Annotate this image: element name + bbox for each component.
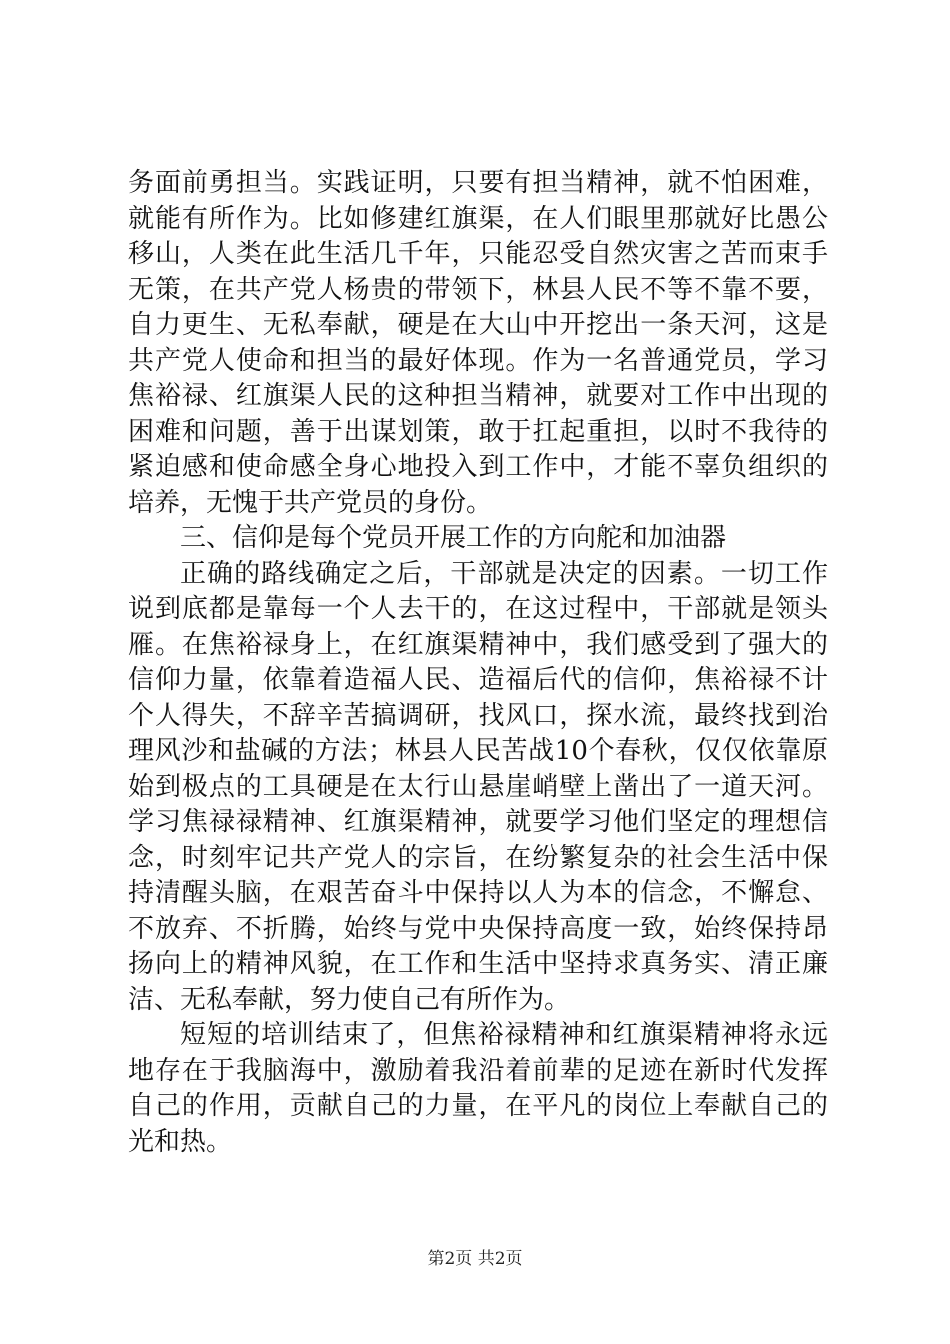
paragraph-belief: 正确的路线确定之后，干部就是决定的因素。一切工作说到底都是靠每一个人去干的，在这过程中，干部就是领头雁。在焦裕禄身上，在红旗渠精神中，我们感受到了强大的信仰力量，依靠着造福人民、造福后代的信仰，焦裕禄不计个人得失，不辞辛苦搞调研，找风口，探水流，最终找到治理风沙和盐碱的方法；林县人民苦战10个春秋，仅仅依靠原始到极点的工具硬是在太行山悬崖峭壁上凿出了一道天河。学习焦禄禄精神、红旗渠精神，就要学习他们坚定的理想信念，时刻牢记共产党人的宗旨，在纷繁复杂的社会生活中保持清醒头脑，在艰苦奋斗中保持以人为本的信念，不懈怠、不放弃、不折腾，始终与党中央保持高度一致，始终保持昂扬向上的精神风貌，在工作和生活中坚持求真务实、清正廉洁、无私奉献，努力使自己有所作为。 xyxy=(128,558,828,1015)
paragraph-conclusion: 短短的培训结束了，但焦裕禄精神和红旗渠精神将永远地存在于我脑海中，激励着我沿着前辈的足迹在新时代发挥自己的作用，贡献自己的力量，在平凡的岗位上奉献自己的光和热。 xyxy=(128,1020,828,1157)
paragraph-continuation: 务面前勇担当。实践证明，只要有担当精神，就不怕困难，就能有所作为。比如修建红旗渠，在人们眼里那就好比愚公移山，人类在此生活几千年，只能忍受自然灾害之苦而束手无策，在共产党人杨贵的带领下，林县人民不等不靠不要，自力更生、无私奉献，硬是在大山中开挖出一条天河，这是共产党人使命和担当的最好体现。作为一名普通党员，学习焦裕禄、红旗渠人民的这种担当精神，就要对工作中出现的困难和问题，善于出谋划策，敢于扛起重担，以时不我待的紧迫感和使命感全身心地投入到工作中，才能不辜负组织的培养，无愧于共产党员的身份。 xyxy=(128,168,828,518)
document-body xyxy=(128,166,828,1160)
section-heading: 三、信仰是每个党员开展工作的方向舵和加油器 xyxy=(180,523,727,553)
page-number-footer: 第2页 共2页 xyxy=(427,1249,523,1269)
